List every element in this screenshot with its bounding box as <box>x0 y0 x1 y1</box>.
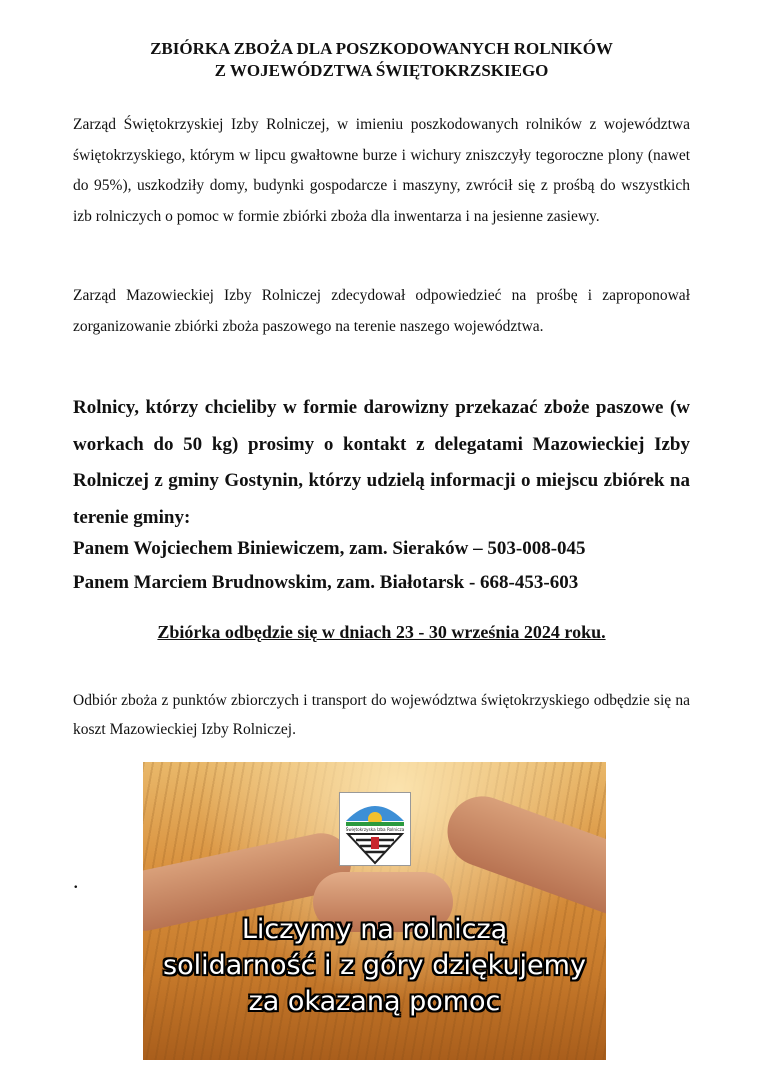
stray-dot: . <box>73 868 79 893</box>
decision-paragraph: Zarząd Mazowieckiej Izby Rolniczej zdecydował odpowiedzieć na prośbę i zaproponował zorganizowanie zbiórki zboża paszowego na terenie naszego województwa. <box>73 287 690 335</box>
contact-delegate-1: Panem Wojciechem Biniewiczem, zam. Sieraków – 503-008-045 <box>73 538 586 559</box>
contact-delegate-2: Panem Marciem Brudnowskim, zam. Białotarsk - 668-453-603 <box>73 572 579 593</box>
intro-paragraph: Zarząd Świętokrzyskiej Izby Rolniczej, w imieniu poszkodowanych rolników z województwa świętokrzyskiego, którym w lipcu gwałtowne burze i wichury zniszczyły tegoroczne plony (nawet do 95%), uszkodziły domy, budynki gospodarcze i maszyny, zwrócił się z prośbą do wszystkich izb rolniczych o pomoc w formie zbiórki zboża dla inwentarza i na jesienne zasiewy. <box>73 116 690 225</box>
page-title-line-2: Z WOJEWÓDZTWA ŚWIĘTOKRZSKIEGO <box>214 61 549 80</box>
collection-dates: Zbiórka odbędzie się w dniach 23 - 30 września 2024 roku. <box>157 622 606 642</box>
chamber-logo <box>339 792 411 866</box>
slogan-line-1: Liczymy na rolniczą <box>241 914 508 945</box>
call-to-farmers-paragraph: Rolnicy, którzy chcieliby w formie darowizny przekazać zboże paszowe (w workach do 50 kg) prosimy o kontakt z delegatami Mazowieckiej Izby Rolniczej z gminy Gostynin, którzy udzielą informacji o miejscu zbiórek na terenie gminy: <box>73 397 690 528</box>
svg-text:Świętokrzyska Izba Rolnicza: Świętokrzyska Izba Rolnicza <box>345 827 405 832</box>
banner-slogan <box>143 912 606 1020</box>
transport-paragraph: Odbiór zboża z punktów zbiorczych i transport do województwa świętokrzyskiego odbędzie się na koszt Mazowieckiej Izby Rolniczej. <box>73 692 690 738</box>
right-arm-graphic <box>438 786 606 927</box>
chamber-logo-icon <box>340 793 410 865</box>
page-title-line-1: ZBIÓRKA ZBOŻA DLA POSZKODOWANYCH ROLNIKÓW <box>150 39 613 58</box>
slogan-line-3: za okazaną pomoc <box>248 986 501 1017</box>
solidarity-banner-image <box>143 762 606 1060</box>
slogan-line-2: solidarność i z góry dziękujemy <box>163 950 586 981</box>
